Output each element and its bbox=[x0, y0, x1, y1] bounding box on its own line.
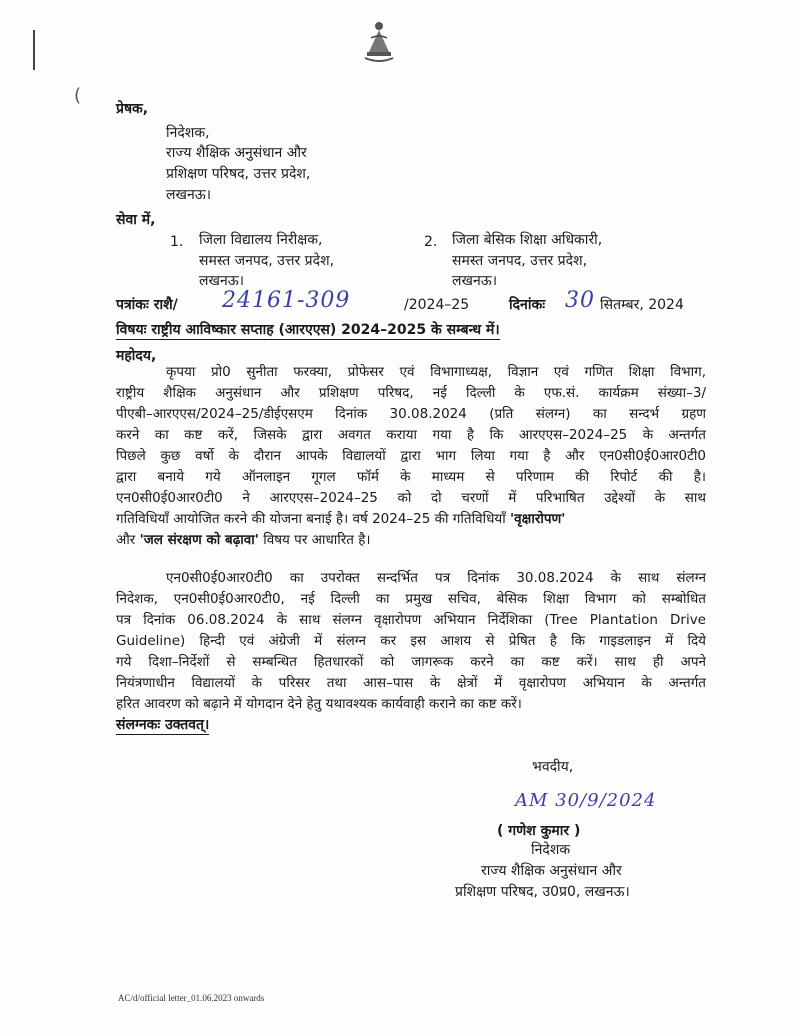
paragraph-line: पत्र दिनांक 06.08.2024 के साथ संलग्न वृक्षारोपण अभियान निर्देशिका (Tree Plantation Drive bbox=[116, 612, 706, 628]
margin-mark bbox=[33, 30, 35, 70]
sender-line: राज्य शैक्षिक अनुसंधान और bbox=[166, 145, 307, 161]
date-day-handwritten: 30 bbox=[565, 288, 595, 313]
paragraph-line: करने का कष्ट करें, जिसके द्वारा अवगत कराया गया है कि आरएएस–2024–25 के अन्तर्गत bbox=[116, 427, 706, 443]
bold-topic-1: 'वृक्षारोपण' bbox=[510, 511, 566, 527]
paragraph-line: नियंत्रणाधीन विद्यालयों के परिसर तथा आस–पास के क्षेत्रों में वृक्षारोपण अभियान के अन्तर्गत bbox=[116, 675, 706, 691]
ref-year: /2024–25 bbox=[404, 297, 470, 313]
paragraph-line bbox=[116, 509, 706, 530]
sender-line: निदेशक, bbox=[166, 125, 210, 141]
recipient-2-line: जिला बेसिक शिक्षा अधिकारी, bbox=[452, 232, 603, 248]
recipient-2-number: 2. bbox=[424, 234, 438, 250]
signatory-name: ( गणेश कुमार ) bbox=[497, 823, 581, 839]
ref-number-handwritten: 24161-309 bbox=[222, 288, 351, 313]
paragraph-text: गतिविधियाँ आयोजित करने की योजना बनाई है। वर्ष 2024–25 की गतिविधियाँ bbox=[116, 511, 506, 527]
salutation: महोदय, bbox=[116, 348, 157, 364]
paragraph-line: राष्ट्रीय शैक्षिक अनुसंधान और प्रशिक्षण परिषद, नई दिल्ली के एफ.सं. कार्यक्रम संख्या–3/ bbox=[116, 385, 706, 401]
paragraph-line: पिछले कुछ वर्षो के दौरान आपके विद्यालयों द्वारा भाग लिया गया है और एन0सी0ई0आर0टी0 bbox=[116, 448, 706, 464]
recipient-1-line: समस्त जनपद, उत्तर प्रदेश, bbox=[199, 253, 335, 269]
paragraph-text: और bbox=[116, 532, 136, 548]
paragraph-line: पीएबी–आरएएस/2024–25/डीईएसएम दिनांक 30.08.2024 (प्रति संलग्न) का सन्दर्भ ग्रहण bbox=[116, 406, 706, 422]
paragraph-line bbox=[116, 530, 706, 551]
footer-code: AC/d/official letter_01.06.2023 onwards bbox=[118, 993, 265, 1003]
recipient-1-number: 1. bbox=[170, 234, 184, 250]
date-month-year: सितम्बर, 2024 bbox=[600, 297, 684, 313]
paragraph-line: Guideline) हिन्दी एवं अंग्रेजी में संलग्न कर इस आशय से प्रेषित है कि गाइडलाइन में दिये bbox=[116, 633, 706, 649]
signatory-org: प्रशिक्षण परिषद, उ0प्र0, लखनऊ। bbox=[455, 884, 630, 900]
signature: AM 30/9/2024 bbox=[515, 790, 657, 811]
recipient-1-line: जिला विद्यालय निरीक्षक, bbox=[199, 232, 323, 248]
paragraph-text: विषय पर आधारित है। bbox=[263, 532, 371, 548]
sender-heading: प्रेषक, bbox=[116, 101, 149, 117]
date-label: दिनांकः bbox=[509, 297, 546, 313]
recipients-heading: सेवा में, bbox=[116, 212, 156, 228]
paragraph-line: हरित आवरण को बढ़ाने में योगदान देने हेतु यथावश्यक कार्यवाही कराने का कष्ट करें। bbox=[116, 696, 522, 712]
paragraph-1 bbox=[116, 362, 706, 551]
enclosure: संलग्नकः उक्तवत्। bbox=[116, 717, 210, 733]
paragraph-line: एन0सी0ई0आर0टी0 का उपरोक्त सन्दर्भित पत्र दिनांक 30.08.2024 के साथ संलग्न bbox=[166, 570, 706, 586]
ref-label: पत्रांकः राशै/ bbox=[116, 297, 178, 313]
punch-mark: ( bbox=[74, 85, 82, 106]
emblem-logo bbox=[362, 20, 396, 64]
paragraph-line: द्वारा बनाये गये ऑनलाइन गूगल फॉर्म के माध्यम से परिणाम की रिपोर्ट की है। bbox=[116, 469, 706, 485]
recipient-1-line: लखनऊ। bbox=[199, 273, 245, 289]
paragraph-line: गये दिशा–निर्देशों से सम्बन्धित हितधारकों को जागरूक करने का कष्ट करें। साथ ही अपने bbox=[116, 654, 706, 670]
recipient-2-line: लखनऊ। bbox=[452, 273, 498, 289]
subject-line: विषयः राष्ट्रीय आविष्कार सप्ताह (आरएएस) 2024–2025 के सम्बन्ध में। bbox=[116, 322, 500, 338]
sender-line: लखनऊ। bbox=[166, 187, 212, 203]
signatory-org: राज्य शैक्षिक अनुसंधान और bbox=[481, 863, 622, 879]
closing: भवदीय, bbox=[532, 759, 574, 775]
paragraph-line: एन0सी0ई0आर0टी0 ने आरएएस–2024–25 को दो चरणों में परिभाषित उद्देश्यों के साथ bbox=[116, 490, 706, 506]
sender-line: प्रशिक्षण परिषद, उत्तर प्रदेश, bbox=[166, 166, 311, 182]
bold-topic-2: 'जल संरक्षण को बढ़ावा' bbox=[139, 532, 259, 548]
paragraph-line: निदेशक, एन0सी0ई0आर0टी0, नई दिल्ली का प्रमुख सचिव, बेसिक शिक्षा विभाग को सम्बोधित bbox=[116, 591, 706, 607]
signatory-title: निदेशक bbox=[531, 842, 571, 858]
paragraph-line: कृपया प्रो0 सुनीता फरक्या, प्रोफेसर एवं विभागाध्यक्ष, विज्ञान एवं गणित शिक्षा विभाग, bbox=[166, 364, 706, 380]
paragraph-2 bbox=[116, 568, 706, 715]
recipient-2-line: समस्त जनपद, उत्तर प्रदेश, bbox=[452, 253, 588, 269]
